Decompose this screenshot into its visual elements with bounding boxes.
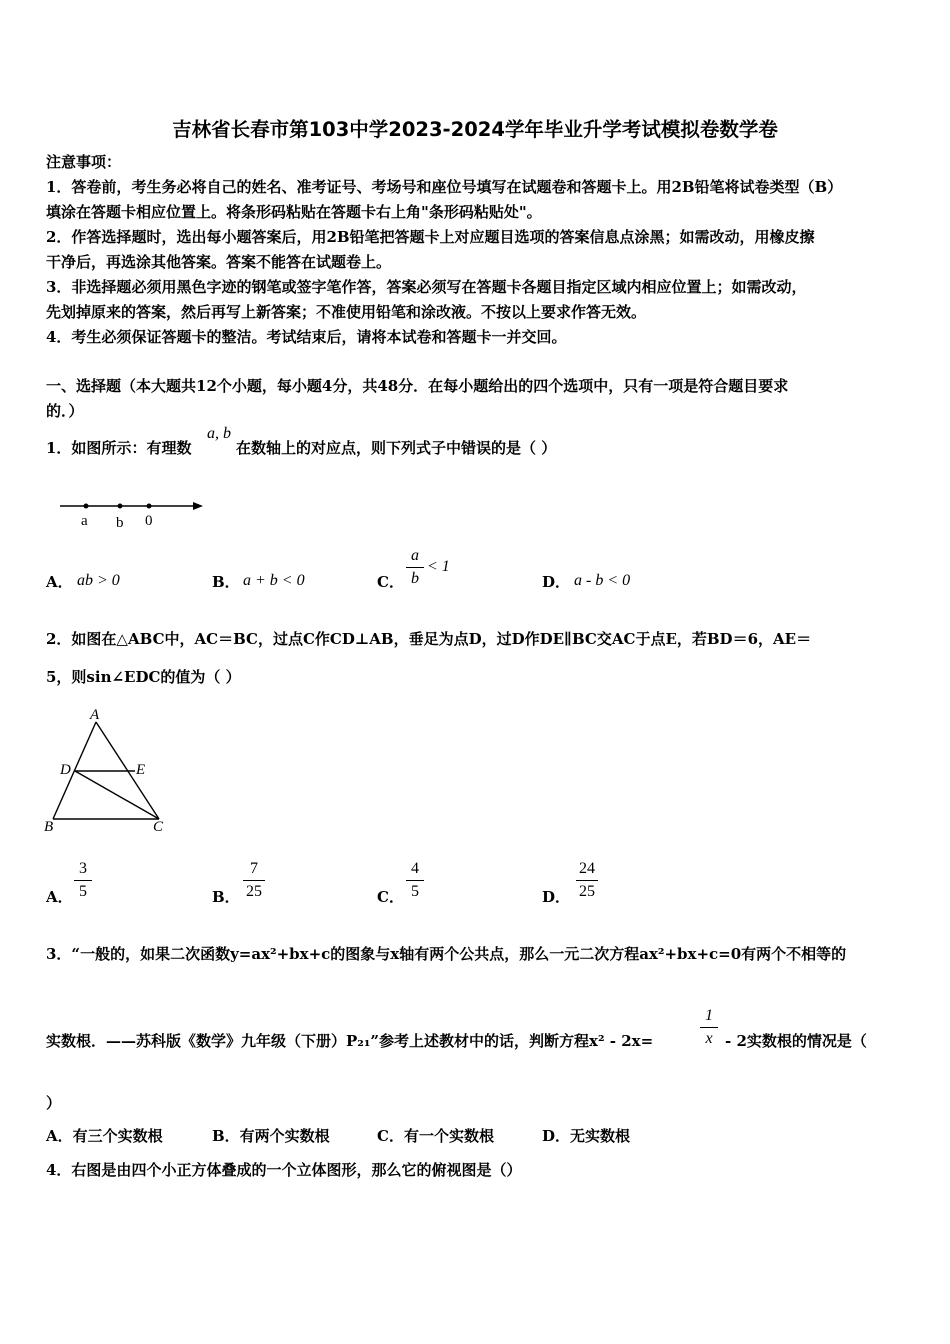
q3-option-d: D．无实数根 [542, 1127, 631, 1145]
fraction-denominator: b [411, 570, 419, 587]
q1-vars: a, b [207, 425, 231, 442]
notice-line: 3．非选择题必须用黑色字迹的钢笔或签字笔作答，答案必须写在答题卡各题目指定区域内相应位置上；如需改动， [46, 278, 807, 296]
q2-option-a [71, 859, 95, 902]
point-b [118, 504, 123, 509]
fraction-denominator: 5 [411, 883, 419, 900]
fraction-bar [74, 880, 92, 881]
notice-line: 1．答卷前，考生务必将自己的姓名、准考证号、考场号和座位号填写在试题卷和答题卡上。用2B铅笔将试卷类型（B） [46, 178, 843, 196]
point-label-b: B [44, 819, 54, 835]
axis-label-b: b [116, 515, 124, 531]
fraction-numerator: 4 [411, 860, 419, 877]
q1-option-d-key: D． [542, 573, 571, 591]
notice-line: 2．作答选择题时，选出每小题答案后，用2B铅笔把答题卡上对应题目选项的答案信息点涂黑；如需改动，用橡皮擦 [46, 228, 815, 246]
q2-stem: 2．如图在△ABC中，AC＝BC，过点C作CD⊥AB，垂足为点D，过D作DE∥BC交AC于点E，若BD＝6，AE＝ [46, 630, 812, 648]
fraction-numerator: 1 [705, 1007, 713, 1024]
point-label-a: A [90, 707, 100, 723]
fraction-bar [576, 880, 598, 881]
point-label-e: E [136, 762, 146, 778]
q3-stem-tail: - 2实数根的情况是（ [725, 1032, 867, 1050]
fraction-bar [700, 1027, 718, 1028]
fraction-denominator: 25 [579, 883, 595, 900]
q3-fraction [697, 1006, 721, 1049]
fraction-numerator: 24 [579, 860, 595, 877]
fraction-bar [243, 880, 265, 881]
q1-option-c-fraction [403, 546, 427, 589]
q4-stem: 4．右图是由四个小正方体叠成的一个立体图形，那么它的俯视图是（） [46, 1161, 522, 1179]
q1-option-b: a + b < 0 [243, 572, 305, 589]
q3-option-b: B．有两个实数根 [212, 1127, 330, 1145]
q2-option-a-key: A． [46, 888, 73, 906]
fraction-denominator: 25 [246, 883, 262, 900]
number-line-figure [55, 494, 215, 534]
point-0 [147, 504, 152, 509]
point-label-c: C [153, 819, 164, 835]
point-a [84, 504, 89, 509]
section-heading: 一、选择题（本大题共12个小题，每小题4分，共48分．在每小题给出的四个选项中，只有一项是符合题目要求 [46, 377, 789, 395]
notice-line: 4．考生必须保证答题卡的整洁。考试结束后，请将本试卷和答题卡一并交回。 [46, 328, 567, 346]
fraction-numerator: a [411, 547, 419, 564]
q1-option-a: ab > 0 [77, 572, 120, 589]
q1-option-c-rest: < 1 [427, 558, 450, 575]
q2-option-b-key: B． [212, 888, 240, 906]
q1-stem-prefix: 1．如图所示：有理数 [46, 439, 192, 457]
fraction-denominator: x [705, 1030, 713, 1047]
fraction-bar [406, 880, 424, 881]
notice-heading: 注意事项： [46, 153, 122, 171]
notice-line: 填涂在答题卡相应位置上。将条形码粘贴在答题卡右上角"条形码粘贴处"。 [46, 203, 542, 221]
q1-option-c-key: C． [377, 573, 404, 591]
fraction-denominator: 5 [79, 883, 87, 900]
fraction-bar [406, 567, 424, 568]
q1-stem-suffix: 在数轴上的对应点，则下列式子中错误的是（ ） [236, 439, 557, 457]
q1-option-d: a - b < 0 [574, 572, 631, 589]
q1-option-a-key: A． [46, 573, 73, 591]
q1-option-b-key: B． [212, 573, 240, 591]
page-title: 吉林省长春市第103中学2023-2024学年毕业升学考试模拟卷数学卷 [172, 118, 778, 141]
fraction-numerator: 7 [250, 860, 258, 877]
q3-stem: 3．“一般的，如果二次函数y=ax²+bx+c的图象与x轴有两个公共点，那么一元二次方程ax²+bx+c=0有两个不相等的 [46, 945, 847, 963]
section-heading-cont: 的．） [46, 402, 84, 420]
q2-stem-cont: 5，则sin∠EDC的值为（ ） [46, 668, 241, 686]
axis-label-a: a [81, 513, 88, 529]
arrow-head [193, 502, 203, 510]
triangle-figure [40, 702, 175, 837]
axis-label-0: 0 [145, 513, 153, 529]
point-label-d: D [60, 762, 71, 778]
q3-stem-cont: 实数根．——苏科版《数学》九年级（下册）P₂₁”参考上述教材中的话，判断方程x² - 2x= [46, 1032, 654, 1050]
notice-line: 干净后，再选涂其他答案。答案不能答在试题卷上。 [46, 253, 392, 271]
segment-dc [75, 771, 159, 819]
q3-option-a: A．有三个实数根 [46, 1127, 163, 1145]
q3-stem-close: ） [46, 1094, 62, 1112]
q2-option-d [573, 859, 601, 902]
fraction-numerator: 3 [79, 860, 87, 877]
q2-option-c-key: C． [377, 888, 404, 906]
q2-option-c [403, 859, 427, 902]
q2-option-b [240, 859, 268, 902]
notice-line: 先划掉原来的答案，然后再写上新答案；不准使用铅笔和涂改液。不按以上要求作答无效。 [46, 303, 647, 321]
q3-option-c: C．有一个实数根 [377, 1127, 494, 1145]
q2-option-d-key: D． [542, 888, 571, 906]
